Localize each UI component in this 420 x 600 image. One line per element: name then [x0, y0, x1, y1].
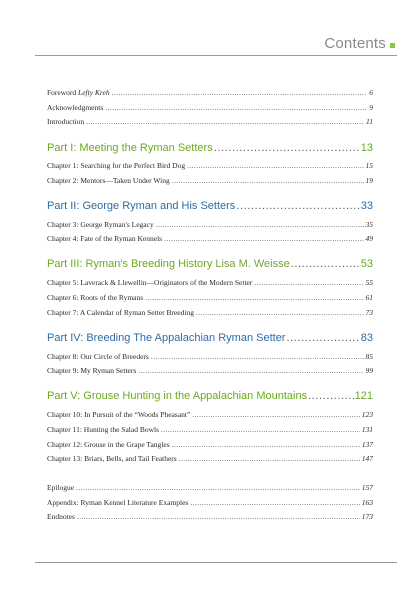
- dot-leader: [76, 484, 360, 492]
- toc-chapter-11[interactable]: [47, 426, 373, 434]
- toc-chapter-4[interactable]: [47, 235, 373, 243]
- toc-entry-label: Appendix: Ryman Kennel Literature Examples: [47, 498, 189, 507]
- dot-leader: [145, 294, 363, 302]
- toc-entry-label: Chapter 2: Mentors—Taken Under Wing: [47, 176, 170, 185]
- toc-entry-label: Epilogue: [47, 483, 75, 492]
- dot-leader: [254, 279, 363, 287]
- toc-page-number: 9: [369, 103, 373, 112]
- toc-entry-introduction[interactable]: [47, 118, 373, 126]
- toc-page-number: 99: [365, 366, 373, 375]
- toc-page-number: 33: [360, 200, 373, 212]
- dot-leader: [151, 353, 364, 361]
- toc-entry-label: Chapter 6: Roots of the Rymans: [47, 293, 144, 302]
- toc-entry-label: Chapter 13: Briars, Bells, and Tail Feathers: [47, 454, 177, 463]
- dot-leader: [187, 162, 363, 170]
- toc-entry-appendix[interactable]: [47, 499, 373, 507]
- toc-page-number: 137: [361, 440, 373, 449]
- toc-entry-label: Chapter 9: My Ryman Setters: [47, 366, 137, 375]
- toc-entry-label: Chapter 5: Laverack & Llewellin—Originators of the Modern Setter: [47, 278, 253, 287]
- toc-entry-label: Chapter 7: A Calendar of Ryman Setter Breeding: [47, 308, 194, 317]
- toc-entry-epilogue[interactable]: [47, 484, 373, 492]
- page-header: [0, 0, 420, 60]
- toc-entry-label: Introduction: [47, 117, 85, 126]
- toc-page-number: 53: [360, 258, 373, 270]
- toc-chapter-7[interactable]: [47, 309, 373, 317]
- page-title: Contents: [324, 35, 386, 52]
- dot-leader: [196, 309, 364, 317]
- toc-page-number: 61: [365, 293, 373, 302]
- toc-part-title: Part II: George Ryman and His Setters: [47, 200, 236, 212]
- toc-part-1[interactable]: [47, 143, 373, 154]
- toc-chapter-9[interactable]: [47, 367, 373, 375]
- toc-page-number: 35: [365, 220, 373, 229]
- toc-part-title: Part I: Meeting the Ryman Setters: [47, 142, 213, 154]
- toc-entry-label: Chapter 3: George Ryman's Legacy: [47, 220, 154, 229]
- toc-entry-foreword[interactable]: [47, 89, 373, 97]
- toc-page-number: 55: [365, 278, 373, 287]
- toc-chapter-10[interactable]: [47, 411, 373, 419]
- toc-chapter-8[interactable]: [47, 353, 373, 361]
- dot-leader: [156, 221, 364, 229]
- toc-entry-label: Chapter 1: Searching for the Perfect Bird Dog: [47, 161, 186, 170]
- dot-leader: [164, 235, 363, 243]
- dot-leader: [86, 118, 364, 126]
- toc-page-number: 131: [361, 425, 373, 434]
- dot-leader: [77, 513, 360, 521]
- dot-leader: [192, 411, 359, 419]
- toc-chapter-1[interactable]: [47, 162, 373, 170]
- foreword-author: Lefty Kreh: [78, 88, 110, 97]
- toc-page-number: 121: [354, 390, 373, 402]
- toc-page-number: 173: [361, 512, 373, 521]
- toc-page-number: 157: [361, 483, 373, 492]
- dot-leader: [214, 143, 360, 154]
- toc-page-number: 49: [365, 234, 373, 243]
- dot-leader: [172, 441, 360, 449]
- dot-leader: [161, 426, 360, 434]
- toc-entry-endnotes[interactable]: [47, 513, 373, 521]
- toc-chapter-13[interactable]: [47, 455, 373, 463]
- header-divider: [35, 55, 397, 56]
- dot-leader: [172, 177, 364, 185]
- dot-leader: [308, 391, 354, 402]
- dot-leader: [112, 89, 368, 97]
- dot-leader: [291, 259, 360, 270]
- toc-page-number: 83: [360, 332, 373, 344]
- toc-part-3[interactable]: [47, 259, 373, 270]
- footer-divider: [35, 562, 397, 563]
- part-author: Lisa M. Weisse: [215, 258, 290, 270]
- dot-leader: [105, 104, 367, 112]
- toc-entry-label: Chapter 4: Fate of the Ryman Kennels: [47, 234, 163, 243]
- toc-entry-label: Chapter 11: Hunting the Salad Bowls: [47, 425, 160, 434]
- toc-chapter-2[interactable]: [47, 177, 373, 185]
- toc-entry-acknowledgments[interactable]: [47, 104, 373, 112]
- toc-page-number: 147: [361, 454, 373, 463]
- toc-part-title: Part V: Grouse Hunting in the Appalachian Mountains: [47, 390, 308, 402]
- toc-page-number: 19: [365, 176, 373, 185]
- toc-page-number: 85: [365, 352, 373, 361]
- toc-chapter-3[interactable]: [47, 221, 373, 229]
- toc-entry-label: Chapter 8: Our Circle of Breeders: [47, 352, 149, 361]
- dot-leader: [179, 455, 360, 463]
- toc-entry-label: Endnotes: [47, 512, 75, 521]
- title-accent-square-icon: [390, 43, 395, 48]
- toc-page-number: 6: [369, 88, 373, 97]
- toc-page-number: 13: [360, 142, 373, 154]
- toc-chapter-6[interactable]: [47, 294, 373, 302]
- dot-leader: [138, 367, 363, 375]
- toc-part-title: Part IV: Breeding The Appalachian Ryman Setter: [47, 332, 286, 344]
- toc-part-5[interactable]: [47, 391, 373, 402]
- toc-chapter-12[interactable]: [47, 441, 373, 449]
- toc-chapter-5[interactable]: [47, 279, 373, 287]
- dot-leader: [190, 499, 359, 507]
- dot-leader: [286, 333, 359, 344]
- toc-page-number: 15: [365, 161, 373, 170]
- toc-entry-label: Chapter 10: In Pursuit of the “Woods Pheasant”: [47, 410, 191, 419]
- toc-page-number: 123: [361, 410, 373, 419]
- toc-entry-label: Foreword Lefty Kreh: [47, 88, 110, 97]
- toc-page-number: 11: [366, 117, 373, 126]
- toc-part-2[interactable]: [47, 201, 373, 212]
- toc-part-title: Part III: Ryman's Breeding History Lisa M. Weisse: [47, 258, 290, 270]
- toc-page-number: 163: [361, 498, 373, 507]
- toc-entry-label: Acknowledgments: [47, 103, 104, 112]
- dot-leader: [236, 201, 359, 212]
- toc-page-number: 73: [365, 308, 373, 317]
- toc-part-4[interactable]: [47, 333, 373, 344]
- toc-entry-label: Chapter 12: Grouse in the Grape Tangles: [47, 440, 170, 449]
